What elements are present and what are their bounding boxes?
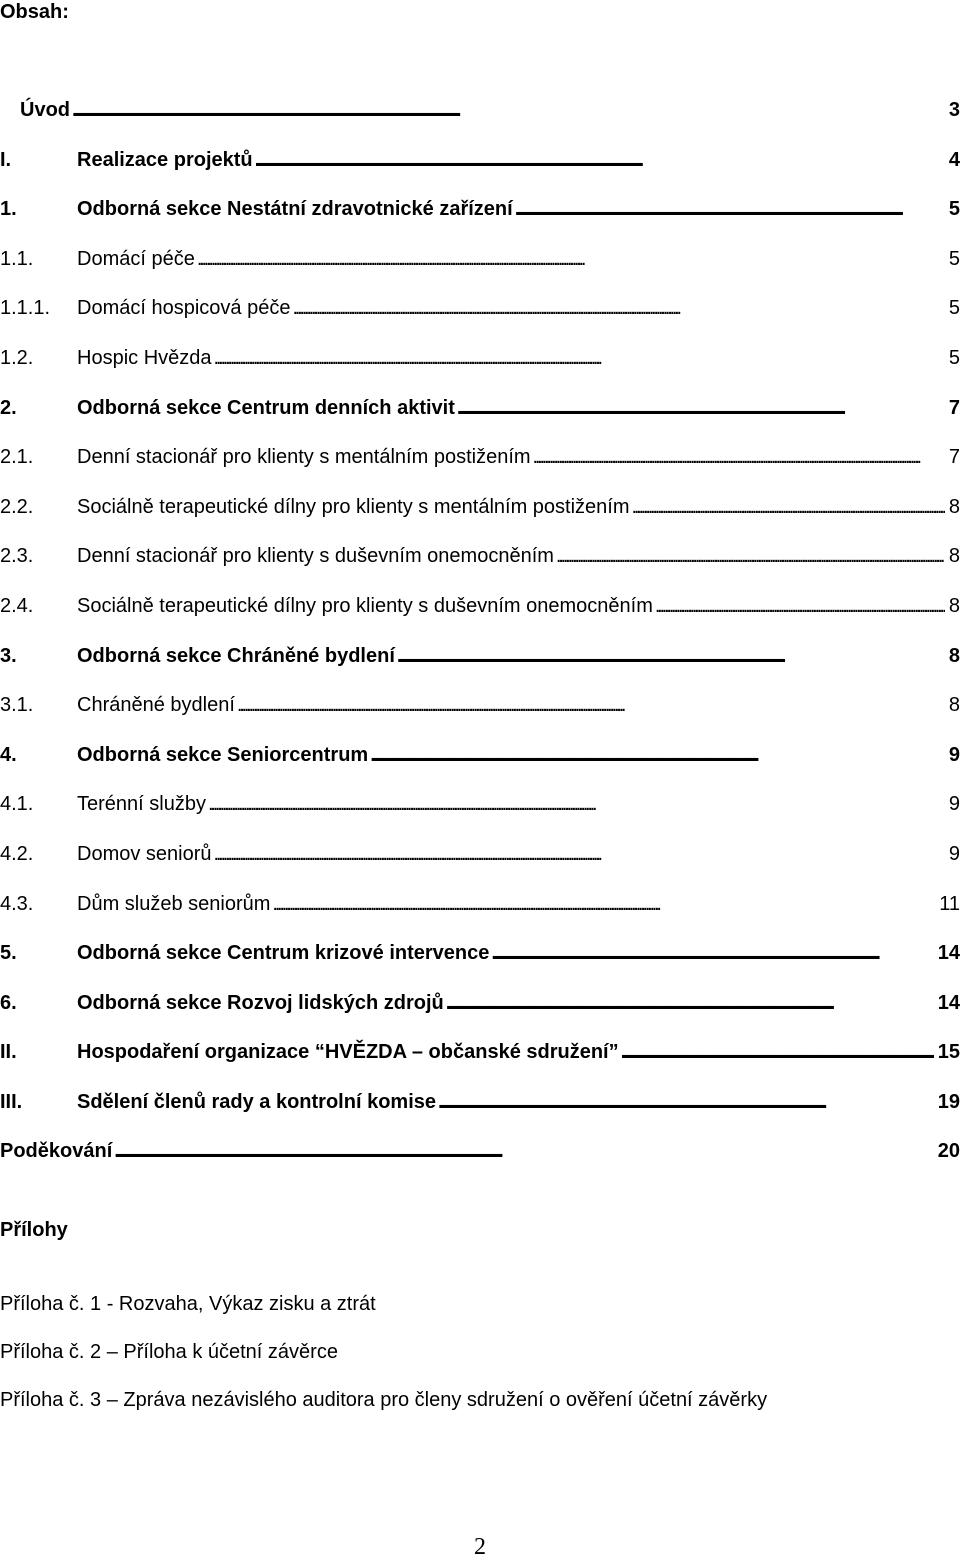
toc-entry-title: Úvod bbox=[20, 99, 70, 121]
toc-dot-leader bbox=[214, 840, 945, 868]
toc-dot-leader bbox=[556, 542, 945, 570]
toc-entry-title: Denní stacionář pro klienty s duševním onemocněním bbox=[77, 545, 554, 568]
toc-entry-number: 3. bbox=[0, 644, 17, 667]
toc-entry-title: Odborná sekce Centrum krizové intervence bbox=[77, 942, 490, 965]
toc-entry-number: 1. bbox=[0, 198, 17, 221]
toc-dot-leader bbox=[272, 890, 935, 918]
toc-entry-number: 2.3. bbox=[0, 545, 34, 568]
appendix-item-2: Příloha č. 2 – Příloha k účetní závěrce bbox=[0, 1341, 338, 1363]
toc-entry-title: Odborná sekce Seniorcentrum bbox=[77, 743, 369, 766]
toc-heading: Obsah: bbox=[0, 1, 69, 23]
toc-entry-page: 7 bbox=[948, 396, 960, 419]
toc-entry-page: 4 bbox=[948, 148, 960, 171]
toc-entry-page: 8 bbox=[948, 594, 960, 617]
toc-entry-page: 8 bbox=[948, 495, 960, 518]
toc-entry-page: 3 bbox=[948, 99, 960, 121]
toc-entry[interactable] bbox=[0, 989, 960, 1039]
toc-dot-leader bbox=[515, 195, 945, 223]
appendix-heading: Přílohy bbox=[0, 1219, 68, 1241]
toc-entry-title: Odborná sekce Rozvoj lidských zdrojů bbox=[77, 991, 444, 1014]
toc-entry[interactable] bbox=[0, 146, 960, 196]
toc-entry[interactable] bbox=[0, 592, 960, 642]
toc-entry-number: III. bbox=[0, 1090, 23, 1113]
toc-entry[interactable] bbox=[0, 939, 960, 989]
toc-entry[interactable] bbox=[0, 394, 960, 444]
toc-entry-page: 11 bbox=[939, 892, 960, 915]
toc-entry[interactable] bbox=[0, 493, 960, 543]
toc-entry[interactable] bbox=[0, 1038, 960, 1088]
toc-entry[interactable] bbox=[0, 443, 960, 493]
toc-entry[interactable] bbox=[0, 1137, 960, 1187]
toc-entry-title: Odborná sekce Centrum denních aktivit bbox=[77, 396, 455, 419]
page-number: 2 bbox=[474, 1534, 486, 1560]
toc-entry[interactable] bbox=[0, 195, 960, 245]
toc-entry-page: 8 bbox=[948, 545, 960, 568]
toc-entry-title: Denní stacionář pro klienty s mentálním postižením bbox=[77, 446, 531, 469]
toc-entry-title: Odborná sekce Nestátní zdravotnické zařízení bbox=[77, 198, 513, 221]
toc-entry-number: 5. bbox=[0, 942, 17, 965]
toc-entry-title: Terénní služby bbox=[77, 793, 206, 816]
toc-entry-page: 19 bbox=[937, 1090, 960, 1113]
toc-entry-number: 1.1. bbox=[0, 247, 34, 270]
toc-entry[interactable] bbox=[0, 790, 960, 840]
toc-entry-page: 8 bbox=[948, 644, 960, 667]
toc-entry-number: 1.1.1. bbox=[0, 297, 51, 320]
toc-entry-title: Realizace projektů bbox=[77, 148, 253, 171]
table-of-contents bbox=[0, 96, 960, 1187]
toc-dot-leader bbox=[208, 790, 945, 818]
toc-entry-title: Chráněné bydlení bbox=[77, 694, 235, 717]
toc-dot-leader bbox=[438, 1088, 934, 1116]
toc-entry-title: Domácí péče bbox=[77, 247, 195, 270]
toc-dot-leader bbox=[237, 691, 945, 719]
toc-entry-page: 14 bbox=[937, 991, 960, 1014]
toc-entry-title: Sociálně terapeutické dílny pro klienty s duševním onemocněním bbox=[77, 594, 653, 617]
toc-entry-number: 6. bbox=[0, 991, 17, 1014]
toc-entry-number: 1.2. bbox=[0, 346, 34, 369]
toc-entry-title: Dům služeb seniorům bbox=[77, 892, 271, 915]
toc-entry-title: Hospodaření organizace “HVĚZDA – občanské sdružení” bbox=[77, 1041, 619, 1064]
toc-entry[interactable] bbox=[0, 294, 960, 344]
toc-entry-number: 4. bbox=[0, 743, 17, 766]
toc-entry-number: II. bbox=[0, 1041, 17, 1064]
toc-entry-page: 8 bbox=[948, 694, 960, 717]
toc-entry[interactable] bbox=[0, 245, 960, 295]
toc-entry-title: Hospic Hvězda bbox=[77, 346, 212, 369]
toc-entry-number: 2. bbox=[0, 396, 17, 419]
appendix-item-1: Příloha č. 1 - Rozvaha, Výkaz zisku a ztrát bbox=[0, 1293, 376, 1315]
toc-entry-number: I. bbox=[0, 148, 12, 171]
toc-dot-leader bbox=[533, 443, 945, 471]
toc-entry-page: 14 bbox=[937, 942, 960, 965]
toc-dot-leader bbox=[197, 245, 945, 273]
toc-dot-leader bbox=[255, 146, 945, 174]
toc-dot-leader bbox=[72, 96, 945, 124]
toc-entry-page: 15 bbox=[937, 1041, 960, 1064]
toc-entry-number: 4.2. bbox=[0, 842, 34, 865]
toc-dot-leader bbox=[397, 642, 945, 670]
toc-dot-leader bbox=[214, 344, 945, 372]
toc-dot-leader bbox=[621, 1038, 934, 1066]
toc-dot-leader bbox=[457, 394, 945, 422]
toc-entry[interactable] bbox=[0, 741, 960, 791]
toc-entry-title: Sdělení členů rady a kontrolní komise bbox=[77, 1090, 436, 1113]
toc-dot-leader bbox=[446, 989, 934, 1017]
toc-entry-page: 20 bbox=[937, 1140, 960, 1163]
toc-entry-page: 5 bbox=[948, 297, 960, 320]
toc-dot-leader bbox=[114, 1137, 933, 1165]
toc-dot-leader bbox=[491, 939, 933, 967]
toc-entry-number: 2.4. bbox=[0, 594, 34, 617]
toc-entry[interactable] bbox=[0, 96, 960, 146]
toc-entry[interactable] bbox=[0, 691, 960, 741]
toc-entry[interactable] bbox=[0, 542, 960, 592]
toc-entry-number: 4.3. bbox=[0, 892, 34, 915]
toc-entry-title: Poděkování bbox=[0, 1140, 113, 1163]
toc-entry-title: Domácí hospicová péče bbox=[77, 297, 291, 320]
toc-entry-number: 3.1. bbox=[0, 694, 34, 717]
toc-dot-leader bbox=[632, 493, 945, 521]
toc-entry-page: 9 bbox=[948, 743, 960, 766]
toc-entry[interactable] bbox=[0, 642, 960, 692]
toc-entry-page: 5 bbox=[948, 198, 960, 221]
toc-dot-leader bbox=[292, 294, 944, 322]
toc-entry-number: 2.1. bbox=[0, 446, 34, 469]
toc-entry-page: 9 bbox=[948, 793, 960, 816]
toc-entry[interactable] bbox=[0, 344, 960, 394]
toc-dot-leader bbox=[655, 592, 945, 620]
toc-entry-page: 7 bbox=[948, 446, 960, 469]
toc-entry-page: 5 bbox=[948, 346, 960, 369]
toc-entry[interactable] bbox=[0, 840, 960, 890]
toc-dot-leader bbox=[370, 741, 945, 769]
appendix-item-3: Příloha č. 3 – Zpráva nezávislého auditora pro členy sdružení o ověření účetní závěrky bbox=[0, 1389, 768, 1411]
toc-entry[interactable] bbox=[0, 890, 960, 940]
toc-entry-title: Sociálně terapeutické dílny pro klienty s mentálním postižením bbox=[77, 495, 630, 518]
toc-entry-number: 4.1. bbox=[0, 793, 34, 816]
toc-entry-title: Odborná sekce Chráněné bydlení bbox=[77, 644, 395, 667]
toc-entry-title: Domov seniorů bbox=[77, 842, 212, 865]
toc-entry[interactable] bbox=[0, 1088, 960, 1138]
toc-entry-number: 2.2. bbox=[0, 495, 34, 518]
toc-entry-page: 5 bbox=[948, 247, 960, 270]
toc-entry-page: 9 bbox=[948, 842, 960, 865]
